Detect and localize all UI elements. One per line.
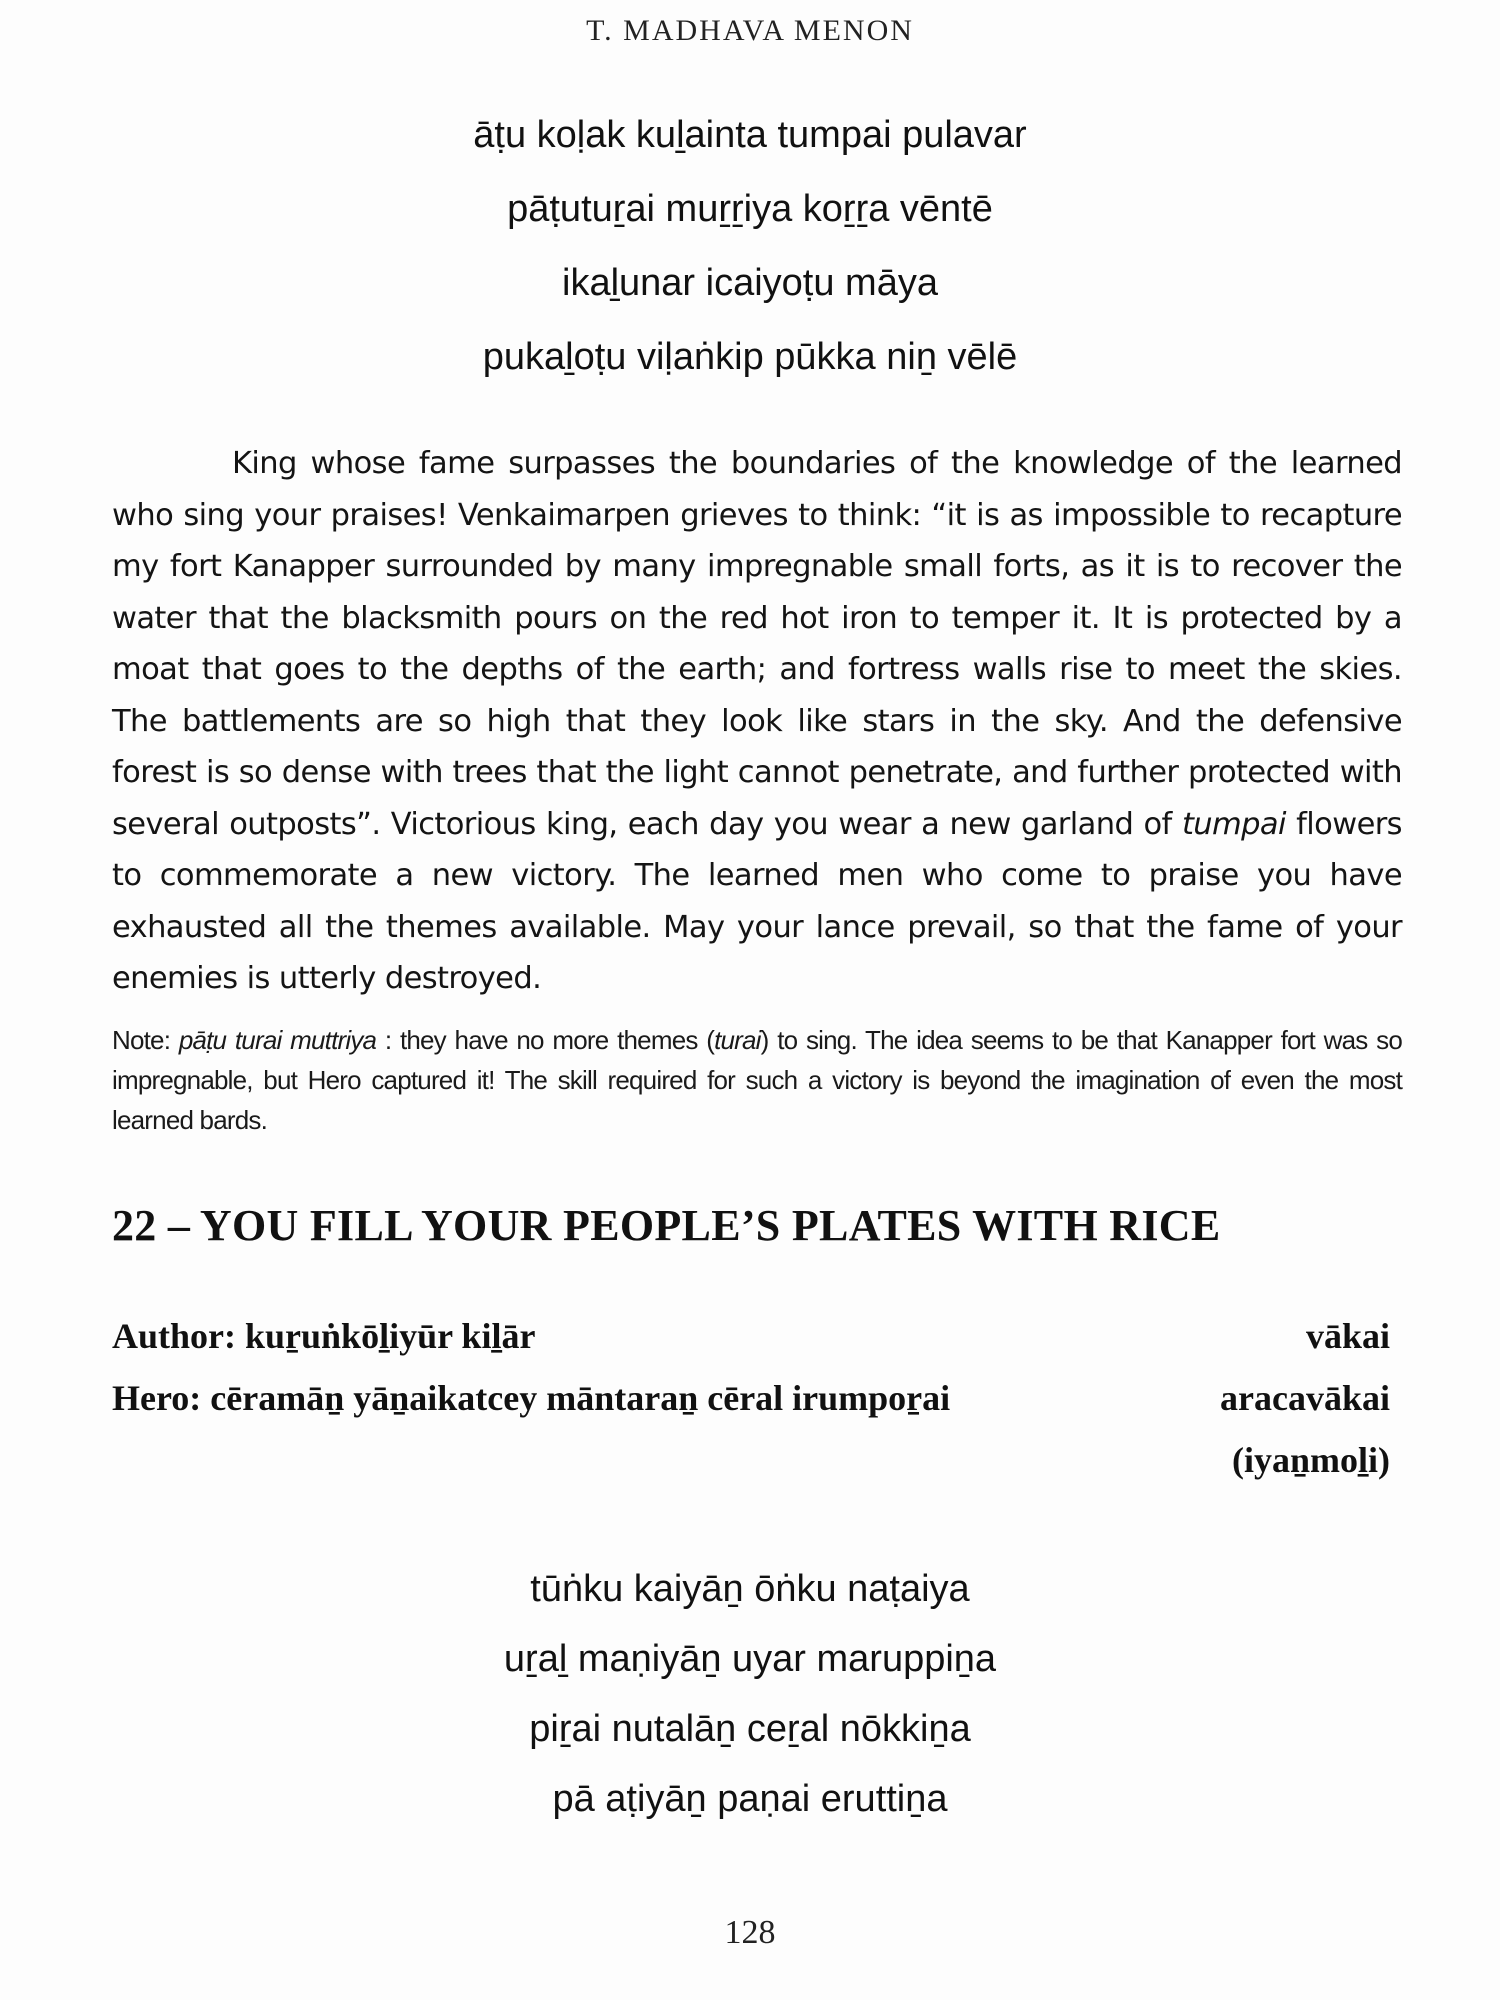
note-italic-term: pāṭu turai muttriya bbox=[178, 1025, 377, 1055]
verse-line: tūṅku kaiyāṉ ōṅku naṭaiya bbox=[530, 1568, 970, 1610]
section-heading: 22 – YOU FILL YOUR PEOPLE’S PLATES WITH RICE bbox=[112, 1201, 1221, 1250]
verse-line: āṭu koḷak kuḻainta tumpai pulavar bbox=[473, 114, 1027, 156]
running-head: T. MADHAVA MENON bbox=[586, 14, 914, 47]
verse-block-1 bbox=[0, 98, 1500, 394]
translation-paragraph bbox=[112, 438, 1402, 1005]
author-label: Author: kuṟuṅkōḻiyūr kiḻār bbox=[112, 1316, 536, 1356]
verse-block-2 bbox=[0, 1554, 1500, 1854]
verse-line: uṟaḻ maṇiyāṉ uyar maruppiṉa bbox=[503, 1638, 997, 1680]
page-number: 128 bbox=[724, 1914, 776, 1951]
subgenre-label: (iyaṉmoḻi) bbox=[1232, 1440, 1390, 1480]
author-row bbox=[112, 1308, 1390, 1364]
note-rest: ) to sing. The idea seems to be that Kanapper fort was so impregnable, but Hero captured it! The skill required for such a victory is beyond the imagination of even the most learned bards. bbox=[112, 1025, 1402, 1135]
hero-row bbox=[112, 1370, 1390, 1426]
hero-label: Hero: cēramāṉ yāṉaikatcey māntaraṉ cēral irumpoṟai bbox=[112, 1378, 951, 1418]
translation-text: King whose fame surpasses the boundaries of the knowledge of the learned who sing your praises! Venkaimarpen grieves to think: “it is as impossible to recapture my fort Kanapper surrounded by many impregnable small forts, as it is to recover the water that the blacksmith pours on the red hot iron to temper it. It is protected by a moat that goes to the depths of the earth; and fortress walls rise to meet the skies. The battlements are so high that they look like stars in the sky. And the defensive forest is so dense with trees that the light cannot penetrate, and further protected with several outposts”. Victorious king, each day you wear a new garland of bbox=[112, 446, 1402, 842]
footnote bbox=[112, 1020, 1402, 1140]
verse-line: piṟai nutalāṉ ceṟal nōkkiṉa bbox=[529, 1708, 971, 1750]
verse-line: ikaḻunar icaiyoṭu māya bbox=[562, 262, 938, 304]
translation-italic-term: tumpai bbox=[1181, 806, 1286, 842]
verse-line: pāṭutuṟai muṟṟiya koṟṟa vēntē bbox=[507, 188, 993, 230]
note-prefix: Note: bbox=[112, 1025, 179, 1055]
note-middle: : they have no more themes ( bbox=[376, 1025, 715, 1055]
translation-text-continued: flowers to commemorate a new victory. The learned men who come to praise you have exhausted all the themes available. May your lance prevail, so that the fame of your enemies is utterly destroyed. bbox=[112, 806, 1402, 996]
verse-line: pā aṭiyāṉ paṇai eruttiṉa bbox=[552, 1778, 948, 1820]
author-genre: vākai bbox=[1305, 1316, 1390, 1356]
hero-genre: aracavākai bbox=[1220, 1378, 1390, 1418]
note-italic-word: turai bbox=[714, 1025, 761, 1055]
verse-line: pukaḻoṭu viḷaṅkip pūkka niṉ vēlē bbox=[482, 336, 1018, 378]
